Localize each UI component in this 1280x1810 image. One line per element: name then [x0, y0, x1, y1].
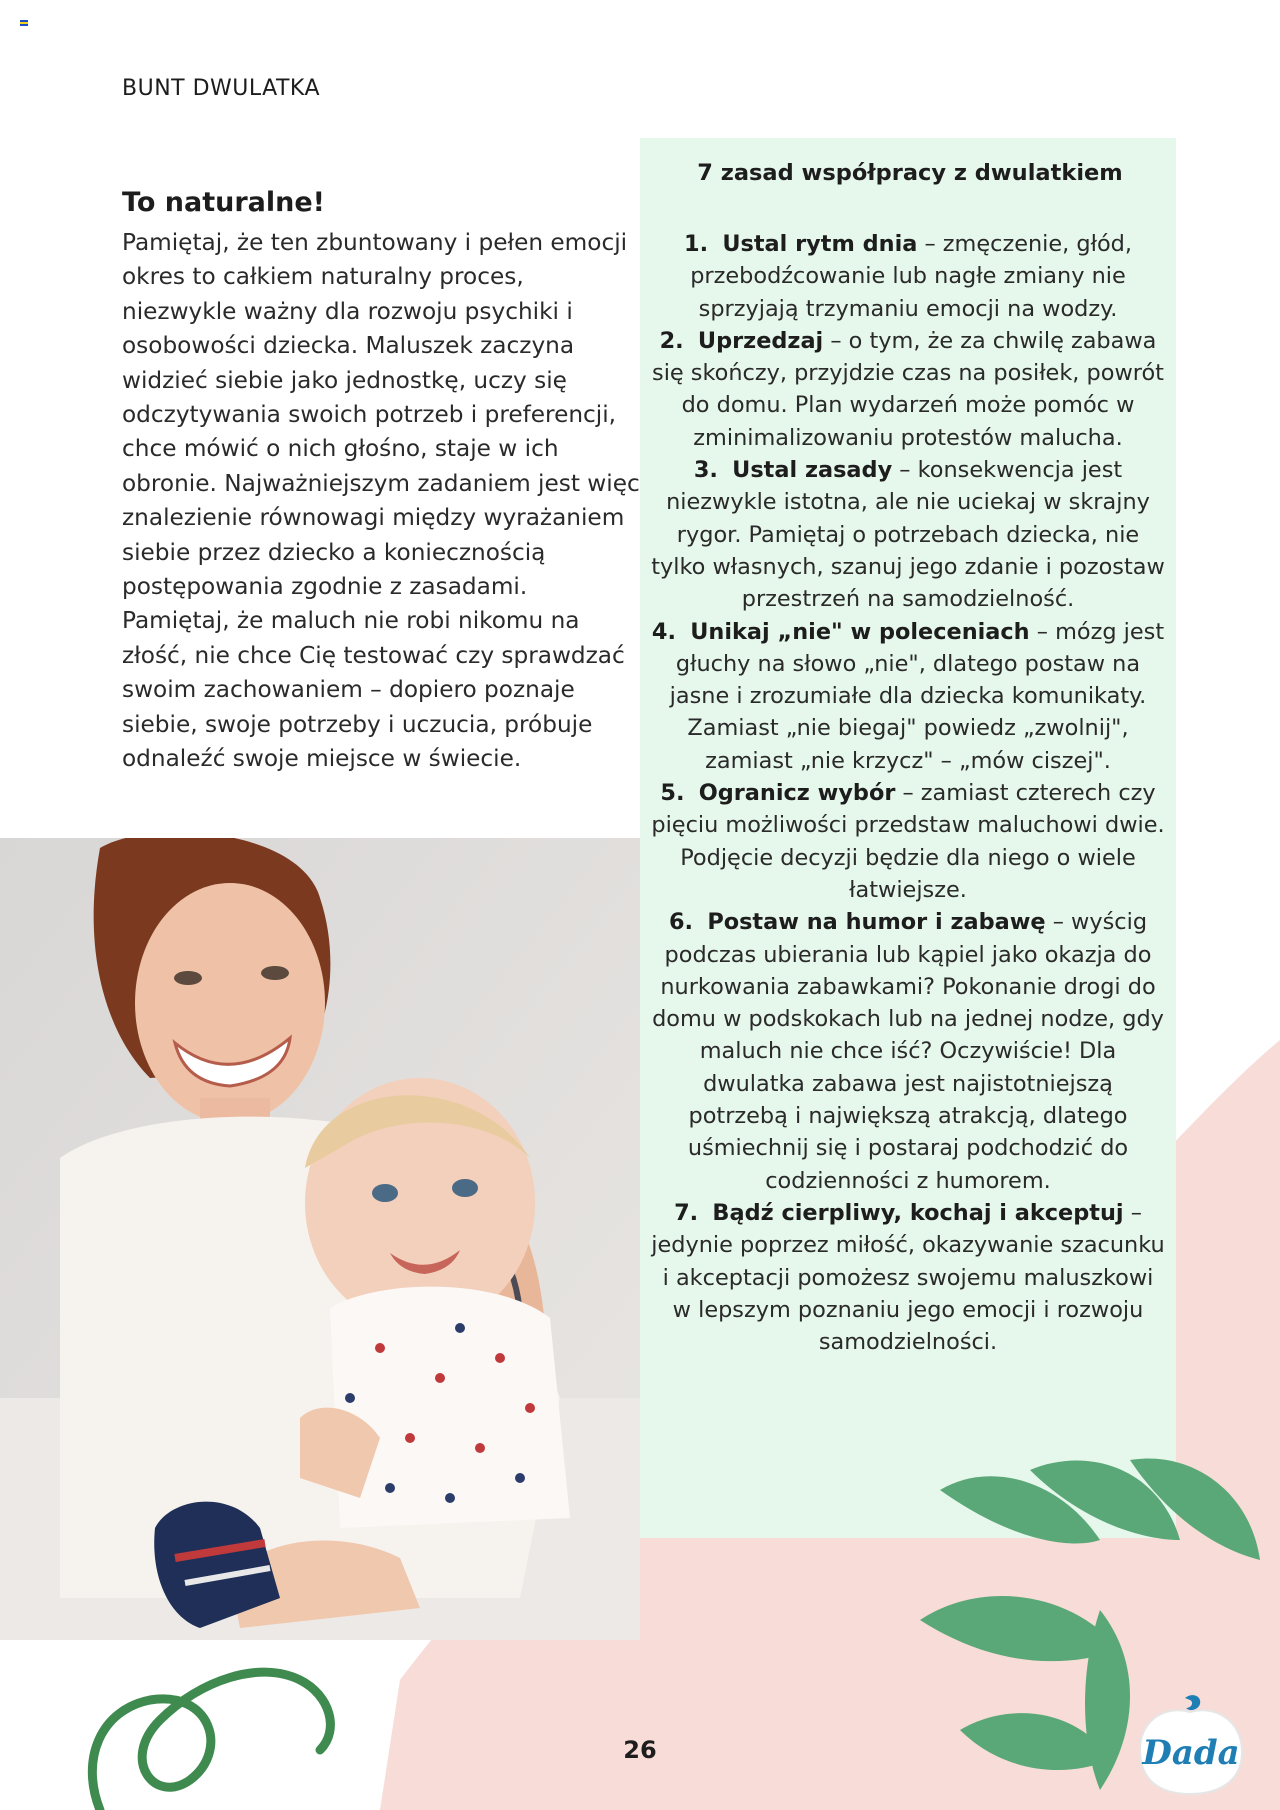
swirl-decoration	[60, 1640, 360, 1810]
rules-list	[650, 228, 1166, 1358]
mother-child-photo	[0, 838, 640, 1640]
rule-item: 2. Uprzedzaj – o tym, że za chwilę zabawa się skończy, przyjdzie czas na posiłek, powrót do domu. Plan wydarzeń może pomóc w zminimalizowaniu protestów malucha.	[652, 327, 1164, 451]
page-number: 26	[623, 1736, 657, 1764]
rule-item: 3. Ustal zasady – konsekwencja jest niezwykle istotna, ale nie uciekaj w skrajny rygor. Pamiętaj o potrzebach dziecka, nie tylko własnych, szanuj jego zdanie i pozostaw przestrzeń na samodzielność.	[651, 457, 1165, 613]
rule-item: 7. Bądź cierpliwy, kochaj i akceptuj – jedynie poprzez miłość, okazywanie szacunku i akceptacji pomożesz swojemu maluszkowi w lepszym poznaniu jego emocji i rozwoju samodzielności.	[651, 1199, 1165, 1356]
intro-title: To naturalne!	[122, 187, 325, 218]
dada-logo	[1130, 1690, 1250, 1800]
rule-item: 1. Ustal rytm dnia – zmęczenie, głód, przebodźcowanie lub nagłe zmiany nie sprzyjają trzymaniu emocji na wodzy.	[684, 231, 1132, 322]
rule-item: 4. Unikaj „nie" w poleceniach – mózg jest głuchy na słowo „nie", dlatego postaw na jasne i zrozumiałe dla dziecka komunikaty. Zamiast „nie biegaj" powiedz „zwolnij", zamiast „nie krzycz" – „mów ciszej".	[651, 618, 1165, 774]
section-header: BUNT DWULATKA	[122, 76, 321, 101]
rules-box-title: 7 zasad współpracy z dwulatkiem	[697, 160, 1123, 186]
svg-text:Dada: Dada	[1142, 1733, 1240, 1773]
rule-item: 5. Ogranicz wybór – zamiast czterech czy pięciu możliwości przedstaw maluchowi dwie. Podjęcie decyzji będzie dla niego o wiele łatwiejsze.	[651, 780, 1165, 903]
language-flag-icon	[20, 20, 28, 26]
rule-item: 6. Postaw na humor i zabawę – wyścig podczas ubierania lub kąpiel jako okazja do nurkowania zabawkami? Pokonanie drogi do domu w podskokach lub na jednej nodze, gdy maluch nie chce iść? Oczywiście! Dla dwulatka zabawa jest najistotniejszą potrzebą i największą atrakcją, dlatego uśmiechnij się i postaraj podchodzić do codzienności z humorem.	[652, 909, 1164, 1194]
intro-body: Pamiętaj, że ten zbuntowany i pełen emocji okres to całkiem naturalny proces, niezwykle ważny dla rozwoju psychiki i osobowości dziecka. Maluszek zaczyna widzieć siebie jako jednostkę, uczy się odczytywania swoich potrzeb i preferencji, chce mówić o nich głośno, staje w ich obronie. Najważniejszym zadaniem jest więc znalezienie równowagi między wyrażaniem siebie przez dziecko a koniecznością postępowania zgodnie z zasadami. Pamiętaj, że maluch nie robi nikomu na złość, nie chce Cię testować czy sprawdzać swoim zachowaniem – dopiero poznaje siebie, swoje potrzeby i uczucia, próbuje odnaleźć swoje miejsce w świecie.	[122, 229, 640, 773]
intro-section	[122, 186, 642, 777]
